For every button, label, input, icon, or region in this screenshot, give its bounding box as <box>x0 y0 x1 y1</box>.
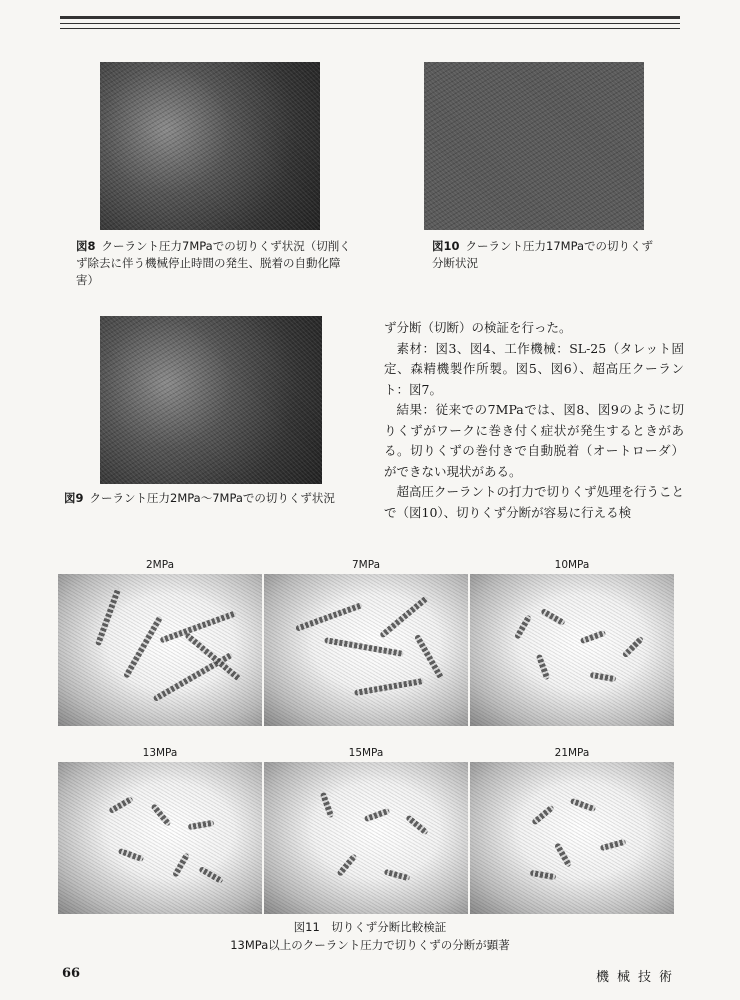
figure-10-number: 図10 <box>432 239 460 253</box>
body-paragraph-4: 超高圧クーラントの打力で切りくず処理を行うことで（図10）、切りくず分断が容易に行える検 <box>384 484 685 520</box>
chip-photo-image <box>58 762 262 914</box>
figure-11-subtitle: 13MPa以上のクーラント圧力で切りくずの分断が顕著 <box>230 938 510 952</box>
chip-photo-21mpa <box>470 744 674 914</box>
figure-11-caption <box>0 918 740 954</box>
figure-10-photo <box>424 62 644 230</box>
figure-8-caption <box>76 238 356 289</box>
figure-9-text: クーラント圧力2MPa〜7MPaでの切りくず状況 <box>89 491 335 505</box>
figure-9-number: 図9 <box>64 491 84 505</box>
header-rules <box>60 16 680 33</box>
figure-9-photo <box>100 316 322 484</box>
chip-photo-label: 15MPa <box>348 747 384 759</box>
chip-photo-13mpa <box>58 744 262 914</box>
figure-8-photo <box>100 62 320 230</box>
body-paragraph-3: 結果：従来での7MPaでは、図8、図9のように切りくずがワークに巻き付く症状が発生するときがある。切りくずの巻付きで自動脱着（オートローダ）ができない現状がある。 <box>384 402 684 479</box>
chip-photo-image <box>264 762 468 914</box>
figure-10-caption <box>432 238 662 272</box>
chip-photo-label: 21MPa <box>554 747 590 759</box>
chip-photo-image <box>470 762 674 914</box>
chip-photo-2mpa <box>58 556 262 726</box>
chip-photo-image <box>470 574 674 726</box>
figure-8-number: 図8 <box>76 239 96 253</box>
chip-photo-10mpa <box>470 556 674 726</box>
figure-10-text: クーラント圧力17MPaでの切りくず分断状況 <box>432 239 654 270</box>
chip-photo-label: 7MPa <box>351 559 381 571</box>
figure-11-title: 図11 切りくず分断比較検証 <box>293 920 447 934</box>
body-paragraph-2: 素材：図3、図4、工作機械：SL-25（タレット固定、森精機製作所製。図5、図6）、超高圧クーラント：図7。 <box>384 340 684 397</box>
body-paragraph-1: ず分断（切断）の検証を行った。 <box>384 320 572 335</box>
figure-8-text: クーラント圧力7MPaでの切りくず状況（切削くず除去に伴う機械停止時間の発生、脱着の自動化障害） <box>76 239 351 287</box>
chip-photo-15mpa <box>264 744 468 914</box>
journal-name: 機械技術 <box>595 970 680 985</box>
figure-9-caption <box>64 490 364 507</box>
chip-photo-image <box>58 574 262 726</box>
page-number: 66 <box>62 966 81 981</box>
chip-photo-label: 2MPa <box>145 559 175 571</box>
chip-photo-image <box>264 574 468 726</box>
body-text <box>384 318 684 523</box>
chip-photo-label: 13MPa <box>142 747 178 759</box>
chip-photo-label: 10MPa <box>554 559 590 571</box>
chip-photo-7mpa <box>264 556 468 726</box>
